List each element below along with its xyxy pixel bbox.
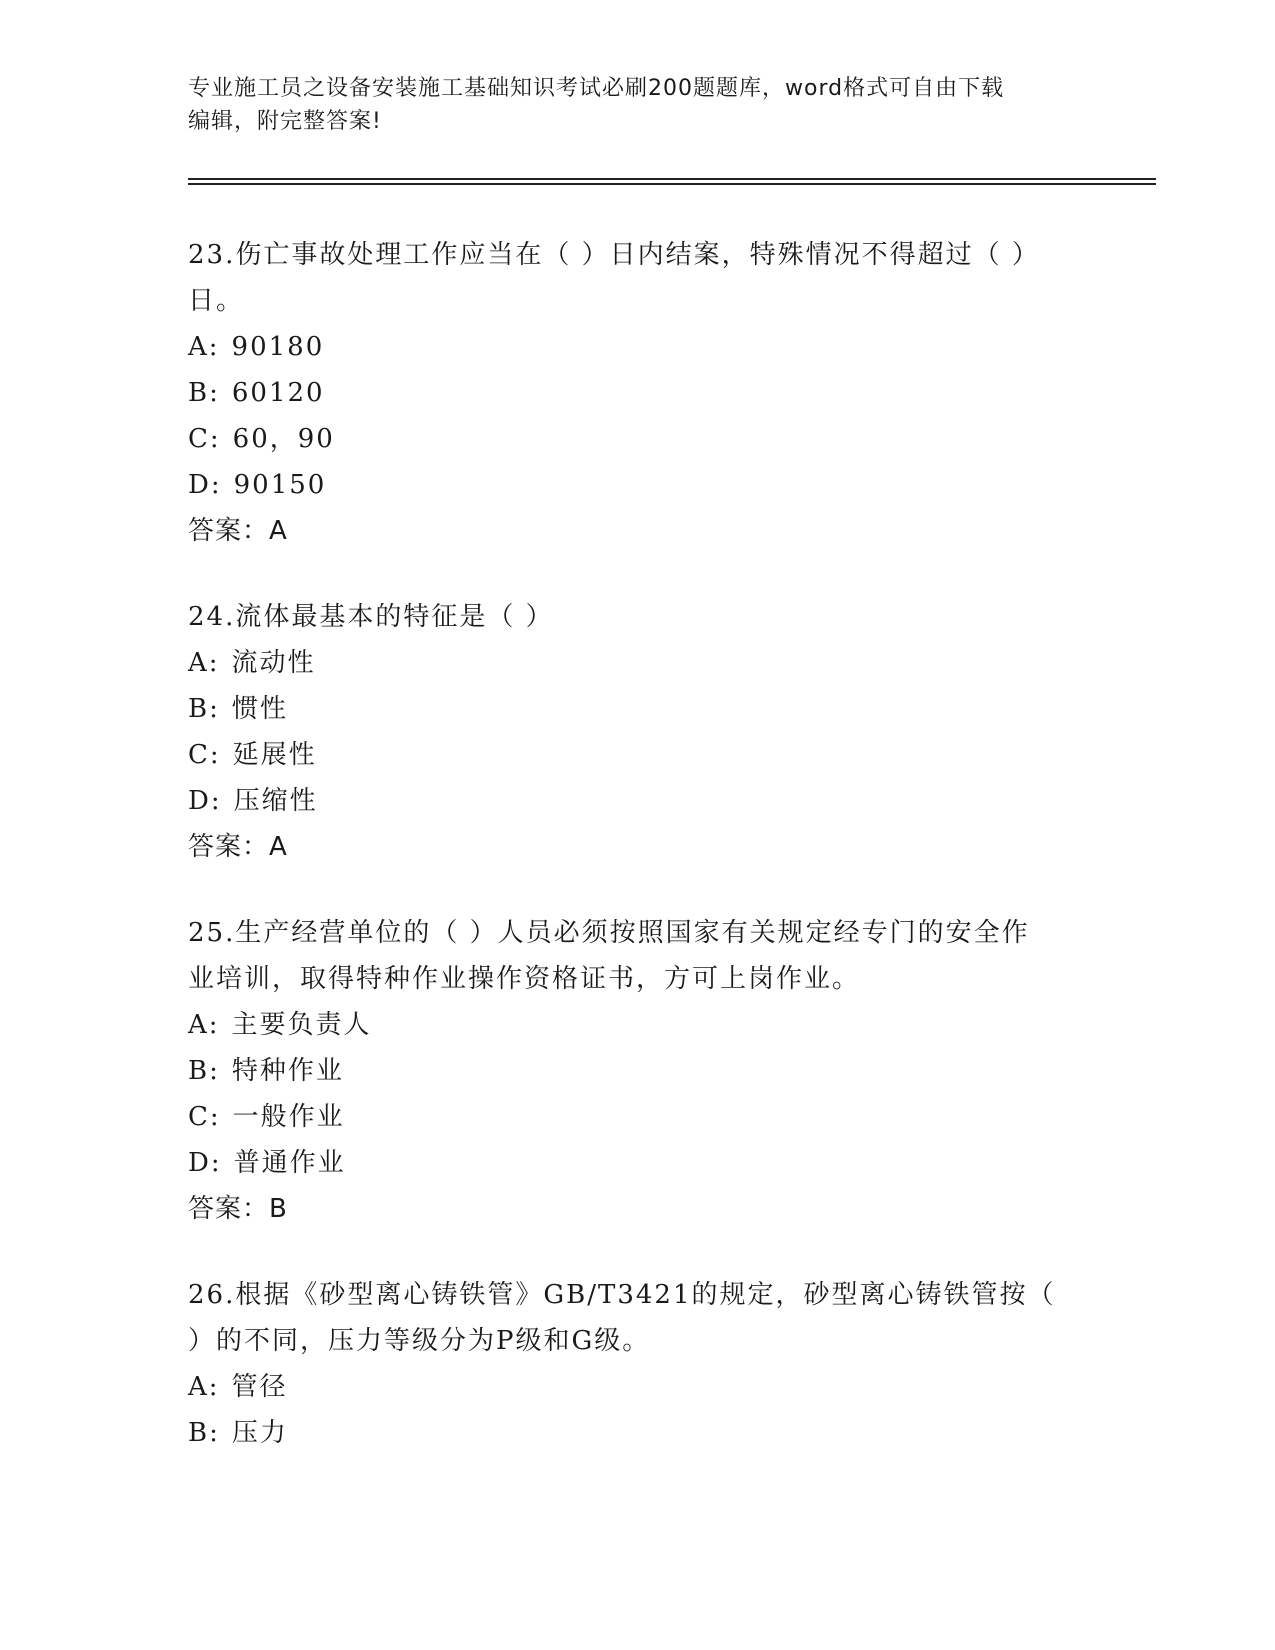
question-stem-line: 24.流体最基本的特征是（ ）: [188, 602, 554, 632]
option-letter: A: [188, 332, 209, 362]
question-stem-line: 业培训，取得特种作业操作资格证书，方可上岗作业。: [188, 964, 861, 994]
question-24: [188, 594, 1088, 870]
option-b: B: 60120: [188, 370, 1088, 416]
option-text: 主要负责人: [231, 1010, 372, 1040]
option-a: A: 90180: [188, 324, 1088, 370]
option-text: 管径: [231, 1372, 288, 1402]
option-text: 60，90: [232, 424, 335, 454]
header-line-1: 专业施工员之设备安装施工基础知识考试必刷200题题库，word格式可自由下载: [188, 76, 1005, 101]
option-letter: C: [188, 424, 210, 454]
question-stem-line: 23.伤亡事故处理工作应当在（ ）日内结案，特殊情况不得超过（ ）: [188, 240, 1040, 270]
option-letter: B: [188, 378, 210, 408]
option-c: C: 60，90: [188, 416, 1088, 462]
option-d: D: 90150: [188, 462, 1088, 508]
option-text: 普通作业: [233, 1148, 346, 1178]
header-divider-bottom: [188, 183, 1156, 185]
question-26: [188, 1272, 1088, 1456]
option-b: B: 惯性: [188, 686, 1088, 732]
option-c: C: 延展性: [188, 732, 1088, 778]
option-text: 90150: [233, 470, 327, 500]
option-text: 压缩性: [233, 786, 318, 816]
option-letter: D: [188, 786, 211, 816]
option-b: B: 特种作业: [188, 1048, 1088, 1094]
option-letter: D: [188, 1148, 211, 1178]
option-letter: B: [188, 1418, 210, 1448]
option-text: 延展性: [232, 740, 317, 770]
option-letter: A: [188, 1010, 209, 1040]
question-25: [188, 910, 1088, 1232]
answer-line: 答案：A: [188, 832, 288, 862]
question-list: [188, 232, 1088, 1496]
question-stem: [188, 232, 1088, 324]
answer-line: 答案：B: [188, 1194, 288, 1224]
question-stem: [188, 910, 1088, 1002]
option-text: 90180: [231, 332, 325, 362]
option-letter: A: [188, 648, 209, 678]
option-b: B: 压力: [188, 1410, 1088, 1456]
question-stem-line: ）的不同，压力等级分为P级和G级。: [188, 1326, 651, 1356]
option-d: D: 压缩性: [188, 778, 1088, 824]
question-stem-line: 26.根据《砂型离心铸铁管》GB/T3421的规定，砂型离心铸铁管按（: [188, 1280, 1056, 1310]
question-23: [188, 232, 1088, 554]
option-letter: C: [188, 740, 210, 770]
option-letter: B: [188, 694, 210, 724]
option-letter: A: [188, 1372, 209, 1402]
header-line-2: 编辑，附完整答案!: [188, 109, 382, 134]
option-text: 压力: [231, 1418, 288, 1448]
option-a: A: 管径: [188, 1364, 1088, 1410]
option-letter: C: [188, 1102, 210, 1132]
option-d: D: 普通作业: [188, 1140, 1088, 1186]
document-header: [188, 72, 1068, 138]
question-stem: [188, 1272, 1088, 1364]
option-a: A: 主要负责人: [188, 1002, 1088, 1048]
answer-line: 答案：A: [188, 516, 288, 546]
question-stem-line: 日。: [188, 286, 245, 316]
option-letter: D: [188, 470, 211, 500]
header-divider-top: [188, 178, 1156, 180]
option-letter: B: [188, 1056, 210, 1086]
option-text: 特种作业: [231, 1056, 344, 1086]
option-text: 流动性: [231, 648, 316, 678]
option-a: A: 流动性: [188, 640, 1088, 686]
option-c: C: 一般作业: [188, 1094, 1088, 1140]
option-text: 惯性: [231, 694, 288, 724]
option-text: 一般作业: [232, 1102, 345, 1132]
question-stem: [188, 594, 1088, 640]
option-text: 60120: [231, 378, 325, 408]
question-stem-line: 25.生产经营单位的（ ）人员必须按照国家有关规定经专门的安全作: [188, 918, 1030, 948]
